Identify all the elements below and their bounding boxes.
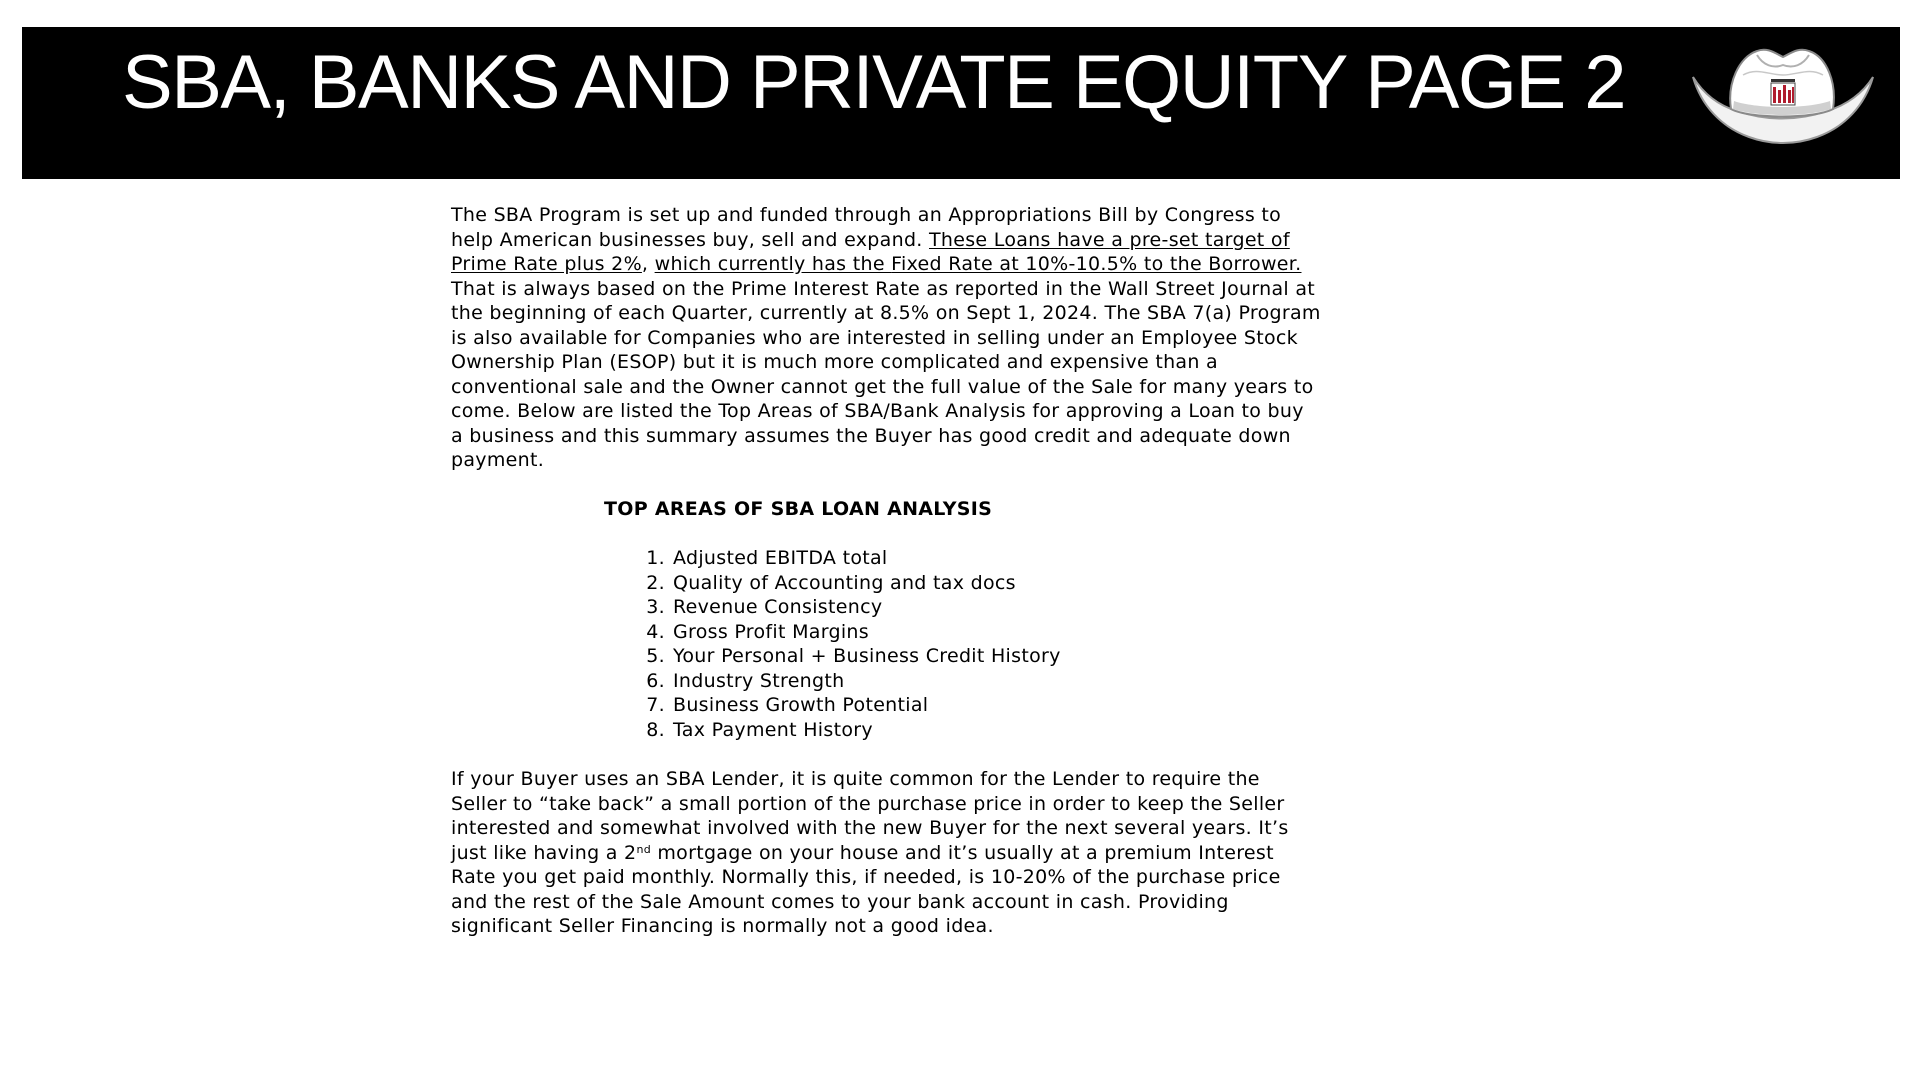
seller-financing-paragraph bbox=[451, 767, 1321, 939]
list-item bbox=[451, 546, 1321, 571]
item-number: 5. bbox=[646, 645, 665, 667]
intro-text: The SBA Program is set up and funded through an Appropriations Bill by Congress to help American businesses buy, sell and expand. bbox=[451, 204, 1282, 251]
list-item bbox=[451, 595, 1321, 620]
fixed-rate-underlined: Fixed Rate at 10%-10.5% to the Borrower. bbox=[891, 253, 1302, 275]
intro-comma: , bbox=[641, 253, 655, 275]
item-number: 8. bbox=[646, 718, 665, 741]
item-text: Quality of Accounting and tax docs bbox=[673, 571, 1016, 594]
item-number: 6. bbox=[646, 669, 665, 692]
ordinal-superscript: nd bbox=[636, 842, 652, 856]
item-text: Gross Profit Margins bbox=[673, 620, 869, 643]
prime-rate-underlined: These Loans have a pre-set target of Prime Rate plus 2% bbox=[451, 228, 1290, 275]
sba-program-paragraph bbox=[451, 203, 1321, 473]
item-text: Tax Payment History bbox=[673, 718, 873, 741]
item-text: Adjusted EBITDA total bbox=[673, 547, 888, 569]
which-currently-underlined: which currently has the bbox=[654, 253, 892, 275]
page-body bbox=[451, 203, 1321, 939]
item-number: 7. bbox=[646, 694, 665, 716]
item-text: Revenue Consistency bbox=[673, 596, 883, 618]
list-item bbox=[451, 620, 1321, 645]
item-text: Business Growth Potential bbox=[673, 694, 929, 716]
item-number: 4. bbox=[646, 620, 665, 643]
loan-analysis-list bbox=[451, 546, 1321, 742]
list-item bbox=[451, 571, 1321, 596]
list-item bbox=[451, 669, 1321, 694]
item-text: Your Personal + Business Credit History bbox=[673, 645, 1061, 667]
intro-text-continued: That is always based on the Prime Interest Rate as reported in the Wall Street Journal at the beginning of each Quarter, currently at 8.5% on Sept 1, 2024. The SBA 7(a) Program is also available for Companies who are interested in selling under an Employee Stock Ownership Plan (ESOP) but it is much more complicated and expensive than a conventional sale and the Owner cannot get the full value of the Sale for many years to come. Below are listed the Top Areas of SBA/Bank Analysis for approving a Loan to buy a business and this summary assumes the Buyer has good credit and adequate down payment. bbox=[451, 277, 1321, 471]
list-item bbox=[451, 718, 1321, 743]
item-number: 1. bbox=[646, 547, 665, 569]
closing-text: If your Buyer uses an SBA Lender, it is quite common for the Lender to require the Seller to “take back” a small portion of the purchase price in order to keep the Seller interested and somewhat involved with the new Buyer for the next several years. It’s just like having a 2 bbox=[451, 768, 1289, 864]
item-number: 3. bbox=[646, 596, 665, 618]
list-item bbox=[451, 693, 1321, 718]
item-number: 2. bbox=[646, 571, 665, 594]
page-title: SBA, BANKS AND PRIVATE EQUITY PAGE 2 bbox=[122, 40, 1626, 125]
list-item bbox=[451, 644, 1321, 669]
closing-text-continued: mortgage on your house and it’s usually at a premium Interest Rate you get paid monthly. Normally this, if needed, is 10-20% of the purchase price and the rest of the Sale Amount comes to your bank account in cash. Providing significant Seller Financing is normally not a good idea. bbox=[451, 841, 1281, 937]
cowboy-hat-logo-icon bbox=[1687, 35, 1877, 175]
header-banner bbox=[22, 27, 1900, 179]
loan-analysis-heading: TOP AREAS OF SBA LOAN ANALYSIS bbox=[604, 497, 993, 520]
item-text: Industry Strength bbox=[673, 669, 845, 692]
